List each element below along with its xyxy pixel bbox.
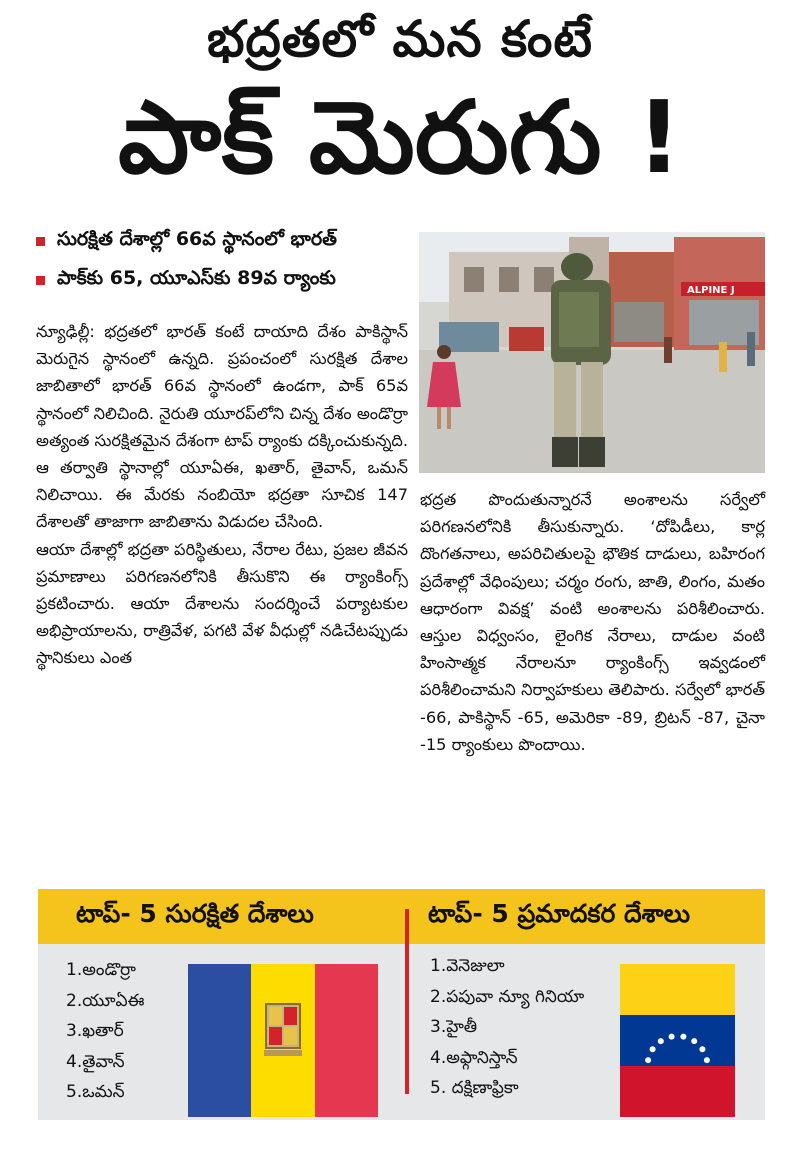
bullet-text: సురక్షిత దేశాల్లో 66వ స్థానంలో భారత్ bbox=[57, 228, 337, 250]
shop-sign-text: ALPINE J bbox=[687, 285, 735, 296]
list-item: 1.వెనెజులా bbox=[430, 956, 505, 976]
list-item: 3.హైతీ bbox=[430, 1017, 478, 1037]
flag-star-icon bbox=[704, 1057, 710, 1063]
bullet-text: పాక్‌కు 65, యూఎస్‌కు 89వ ర్యాంకు bbox=[57, 267, 336, 289]
andorra-flag-icon bbox=[188, 964, 378, 1117]
headline-line1: భద్రతలో మన కంటే bbox=[206, 10, 593, 68]
article-paragraph: ఆయా దేశాల్లో భద్రతా పరిస్థితులు, నేరాల రేటు, ప్రజల జీవన ప్రమాణాలు పరిగణనలోనికి తీసుకొని ఈ ర్యాంకింగ్స్ ప్రకటించారు. ఆయా దేశాలను సందర్శించే పర్యాటకుల అభిప్రాయాలను, రాత్రివేళ, పగటి వేళ వీధుల్లో నడిచేటప్పుడు స్థానికులు ఎంత bbox=[36, 539, 408, 668]
headline-line2: పాక్ మెరుగు ! bbox=[118, 79, 682, 196]
summary-bullets bbox=[36, 228, 416, 306]
list-item: 1.అండొర్రా bbox=[66, 960, 136, 980]
bullet-item bbox=[36, 267, 416, 294]
flag-star-icon bbox=[658, 1038, 664, 1044]
safe-countries-list bbox=[66, 955, 144, 1108]
dangerous-countries-list bbox=[430, 951, 584, 1104]
flag-star-icon bbox=[699, 1046, 705, 1052]
flag-star-icon bbox=[645, 1057, 651, 1063]
flag-star-icon bbox=[680, 1034, 686, 1040]
rankings-box bbox=[38, 889, 765, 1120]
list-item: 2.యూఏఈ bbox=[66, 990, 145, 1011]
list-item: 4.తైవాన్ bbox=[66, 1051, 125, 1072]
flag-star-icon bbox=[669, 1034, 675, 1040]
dangerous-countries-title: టాప్- 5 ప్రమాదకర దేశాలు bbox=[428, 899, 691, 928]
rankings-box-header bbox=[38, 889, 765, 944]
bullet-item bbox=[36, 228, 416, 255]
list-item: 5. దక్షిణాఫ్రికా bbox=[430, 1078, 519, 1098]
list-item: 2.పపువా న్యూ గినియా bbox=[430, 986, 585, 1007]
safe-countries-title: టాప్- 5 సురక్షిత దేశాలు bbox=[76, 899, 314, 928]
article-paragraph: భద్రత పొందుతున్నారనే అంశాలను సర్వేలో పరిగణనలోనికి తీసుకున్నారు. ‘దోపిడీలు, కార్ల దొంగతనాలు, అపరిచితులపై భౌతిక దాడులు, బహిరంగ ప్రదేశాల్లో వేధింపులు; చర్మం రంగు, జాతి, లింగం, మతం ఆధారంగా వివక్ష’ వంటి అంశాలను పరిశీలించారు. ఆస్తుల విధ్వంసం, లైంగిక నేరాలు, దాడుల వంటి హింసాత్మక నేరాలనూ ర్యాంకింగ్స్ ఇవ్వడంలో పరిశీలించామని నిర్వాహకులు తెలిపారు. సర్వేలో భారత్ -66, పాకిస్థాన్ -65, అమెరికా -89, బ్రిటన్ -87, చైనా -15 ర్యాంకులు పొందాయి. bbox=[420, 490, 765, 754]
bullet-square-icon bbox=[36, 276, 45, 285]
venezuela-flag-icon bbox=[620, 964, 735, 1117]
box-divider bbox=[405, 909, 409, 1094]
article-column-left bbox=[36, 318, 408, 672]
news-photo bbox=[419, 232, 765, 473]
article-column-right bbox=[420, 486, 765, 758]
flag-star-icon bbox=[691, 1038, 697, 1044]
article-paragraph: న్యూఢిల్లీ: భద్రతలో భారత్ కంటే దాయాది దేశం పాకిస్థాన్ మెరుగైన స్థానంలో ఉన్నది. ప్రపంచంలో సురక్షిత దేశాల జాబితాలో భారత్ 66వ స్థానంలో ఉండగా, పాక్ 65వ స్థానంలో నిలిచింది. నైరుతి యూరప్‌లోని చిన్న దేశం అండొర్రా అత్యంత సురక్షితమైన దేశంగా టాప్ ర్యాంకు దక్కించుకున్నది. ఆ తర్వాతి స్థానాల్లో యూఏఈ, ఖతార్, తైవాన్, ఒమన్ నిలిచాయి. ఈ మేరకు నంబియో భద్రతా సూచిక 147 దేశాలతో తాజాగా జాబితాను విడుదల చేసింది. bbox=[36, 322, 408, 532]
list-item: 5.ఒమన్ bbox=[66, 1082, 125, 1102]
flag-star-icon bbox=[650, 1046, 656, 1052]
street-scene-image bbox=[419, 232, 765, 473]
bullet-square-icon bbox=[36, 237, 45, 246]
list-item: 4.అఫ్గానిస్తాన్ bbox=[430, 1047, 518, 1068]
list-item: 3.ఖతార్ bbox=[66, 1021, 124, 1041]
